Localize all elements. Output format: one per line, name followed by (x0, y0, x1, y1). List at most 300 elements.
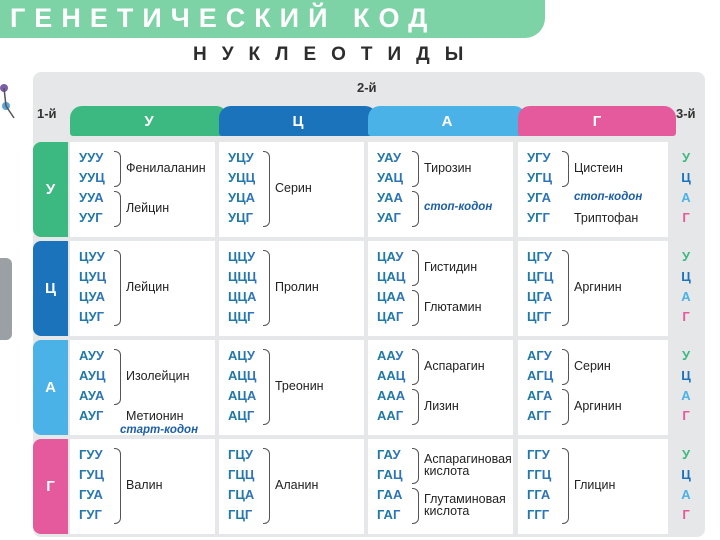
codon-prefix: АЦ (228, 368, 247, 383)
codon-signal-label: стоп-кодон (574, 191, 643, 203)
codon (527, 406, 553, 426)
codon-cell-g-c (219, 439, 364, 534)
codon (79, 287, 106, 307)
codon (228, 148, 255, 168)
codon (79, 148, 105, 168)
codon (527, 168, 552, 188)
codon (377, 505, 402, 525)
codon (527, 267, 553, 287)
codon-list (228, 445, 254, 525)
amino-acid-label: Аргинин (574, 399, 622, 413)
codon-bracket (114, 151, 121, 187)
codon (79, 346, 105, 366)
codon-prefix: АУ (79, 348, 96, 363)
codon (79, 445, 104, 465)
codon (228, 287, 257, 307)
amino-acid-label: Пролин (275, 280, 319, 294)
codon-third-base: У (542, 150, 551, 165)
codon (377, 168, 403, 188)
genetic-code-table (33, 72, 705, 537)
codon-bracket (412, 151, 419, 187)
codon (228, 188, 255, 208)
codon-bracket (562, 389, 569, 425)
codon-prefix: УА (377, 170, 394, 185)
codon (228, 307, 257, 327)
codon-prefix: УУ (79, 190, 95, 205)
codon (79, 188, 105, 208)
codon-third-base: У (395, 249, 404, 264)
codon-bracket (562, 448, 569, 524)
amino-acid-label: Лейцин (126, 201, 170, 215)
codon (527, 287, 553, 307)
codon-bracket (412, 191, 419, 227)
codon-cell-g-a (368, 439, 513, 534)
codon-prefix: УГ (527, 170, 543, 185)
third-base-u: У (681, 447, 691, 462)
codon-list (377, 346, 405, 426)
codon-third-base: У (246, 348, 255, 363)
codon-third-base: А (540, 487, 551, 502)
codon (228, 445, 254, 465)
codon-third-base: Г (94, 507, 102, 522)
codon-third-base: Г (395, 408, 404, 423)
codon-prefix: ГА (377, 447, 393, 462)
codon (228, 386, 256, 406)
codon-third-base: Г (395, 309, 404, 324)
codon-prefix: АА (377, 408, 396, 423)
codon-prefix: ЦЦ (228, 269, 247, 284)
codon-third-base: У (245, 150, 254, 165)
codon-third-base: А (246, 388, 257, 403)
first-position-label: 1-й (37, 106, 57, 121)
codon-cell-c-c (219, 241, 364, 336)
codon-list (527, 148, 552, 228)
codon-prefix: АУ (79, 388, 96, 403)
amino-acid-label: Серин (275, 181, 312, 195)
third-base-c: Ц (681, 467, 691, 482)
codon-third-base: Ц (244, 467, 255, 482)
codon-third-base: А (93, 487, 103, 502)
codon-third-base: А (244, 487, 255, 502)
codon-third-base: У (393, 150, 402, 165)
codon-prefix: УУ (79, 150, 96, 165)
codon (79, 366, 105, 386)
codon-prefix: ГУ (79, 447, 95, 462)
amino-acid-label: Лейцин (126, 280, 170, 294)
molecule-icon (0, 78, 16, 128)
codon-signal-label: старт-кодон (120, 424, 199, 436)
codon (527, 307, 553, 327)
codon-bracket (562, 349, 569, 385)
codon (228, 267, 257, 287)
codon-bracket (412, 448, 419, 484)
amino-acid-label: Гистидин (424, 260, 478, 274)
third-base-u: У (681, 249, 691, 264)
codon-prefix: ЦА (377, 289, 396, 304)
codon (79, 485, 104, 505)
codon-third-base: Г (542, 210, 550, 225)
codon-cell-g-g (518, 439, 668, 534)
codon (527, 505, 551, 525)
codon (79, 247, 106, 267)
third-base-a: А (681, 289, 691, 304)
codon-third-base: Г (392, 507, 401, 522)
amino-acid-label: Валин (126, 478, 163, 492)
codon (377, 247, 405, 267)
codon-prefix: АА (377, 348, 396, 363)
codon-third-base: У (543, 348, 552, 363)
codon-third-base: А (395, 289, 406, 304)
codon (527, 445, 551, 465)
codon-third-base: А (247, 289, 257, 304)
codon-prefix: ГА (377, 467, 393, 482)
codon (527, 386, 553, 406)
codon-list (79, 346, 105, 426)
amino-acid-label: Аргинин (574, 280, 622, 294)
codon-third-base: А (94, 190, 104, 205)
codon-list (377, 445, 402, 525)
codon-third-base: Ц (246, 368, 257, 383)
codon-prefix: УУ (79, 210, 96, 225)
codon-prefix: ЦГ (527, 269, 544, 284)
codon-third-base: Ц (541, 467, 552, 482)
codon-bracket (114, 191, 121, 227)
third-base-a: А (681, 388, 691, 403)
codon-prefix: УА (377, 210, 394, 225)
side-tab (0, 258, 12, 340)
codon-cell-a-u (70, 340, 215, 435)
codon-prefix: ГГ (527, 507, 542, 522)
codon-signal-label: стоп-кодон (424, 201, 493, 213)
codon-prefix: УЦ (228, 210, 246, 225)
codon-third-base: А (245, 190, 255, 205)
codon-cell-c-a (368, 241, 513, 336)
codon-prefix: АА (377, 368, 396, 383)
amino-acid-label: Аспарагиновая (424, 452, 512, 466)
codon (527, 346, 553, 366)
codon-third-base: Ц (245, 170, 256, 185)
codon (377, 188, 403, 208)
codon-prefix: ГЦ (228, 507, 245, 522)
codon-bracket (263, 250, 270, 326)
codon-third-base: У (392, 447, 401, 462)
codon-third-base: Ц (95, 170, 105, 185)
codon-prefix: АГ (527, 408, 544, 423)
second-position-label: 2-й (357, 80, 377, 95)
third-base-u: У (681, 348, 691, 363)
codon-prefix: АЦ (228, 388, 247, 403)
codon (228, 247, 257, 267)
codon-prefix: АА (377, 388, 396, 403)
third-base-g: Г (682, 408, 690, 423)
codon-list (228, 148, 255, 228)
codon-third-base: Ц (395, 269, 406, 284)
codon-prefix: ГЦ (228, 447, 245, 462)
codon-third-base: Г (247, 309, 255, 324)
codon-prefix: ЦГ (527, 309, 544, 324)
second-base-header-c: Ц (219, 106, 377, 136)
codon-list (527, 346, 553, 426)
codon (228, 208, 255, 228)
codon (79, 386, 105, 406)
codon (527, 485, 551, 505)
codon-third-base: Ц (392, 467, 403, 482)
codon-prefix: УА (377, 150, 394, 165)
codon (228, 346, 256, 366)
codon (228, 406, 256, 426)
codon (377, 208, 403, 228)
codon-prefix: ГА (377, 487, 393, 502)
codon-third-base: Г (543, 309, 552, 324)
codon (228, 485, 254, 505)
codon-prefix: ЦЦ (228, 289, 247, 304)
page-subtitle: НУКЛЕОТИДЫ (193, 44, 479, 65)
codon-prefix: ГЦ (228, 487, 245, 502)
codon-third-base: У (95, 348, 105, 363)
amino-acid-label: Метионин (126, 409, 184, 423)
codon-prefix: АУ (79, 408, 96, 423)
codon (228, 168, 255, 188)
codon-third-base: Ц (247, 269, 257, 284)
codon (79, 465, 104, 485)
codon (527, 366, 553, 386)
codon-prefix: АЦ (228, 408, 247, 423)
codon-third-base: У (94, 447, 103, 462)
codon-cell-u-c (219, 142, 364, 237)
codon-bracket (263, 448, 270, 524)
codon-prefix: ГГ (527, 447, 542, 462)
codon-prefix: УА (377, 190, 394, 205)
codon-third-base: Ц (393, 170, 403, 185)
codon (377, 307, 405, 327)
third-position-label: 3-й (676, 106, 696, 121)
codon-third-base: Г (95, 210, 103, 225)
third-base-column (673, 247, 699, 327)
codon (79, 307, 106, 327)
codon-third-base: Ц (95, 368, 106, 383)
codon-bracket (114, 349, 121, 405)
third-base-c: Ц (681, 368, 691, 383)
codon-list (527, 247, 553, 327)
codon-third-base: А (543, 289, 553, 304)
codon-prefix: УГ (527, 150, 543, 165)
codon-third-base: Г (244, 507, 253, 522)
codon-bracket (562, 250, 569, 326)
codon (228, 366, 256, 386)
codon-list (79, 148, 105, 228)
codon-prefix: ЦГ (527, 249, 544, 264)
first-base-header-c: Ц (33, 241, 68, 336)
codon-bracket (114, 250, 121, 326)
second-base-header-g: Г (518, 106, 676, 136)
third-base-a: А (681, 487, 691, 502)
codon-third-base: Ц (542, 170, 552, 185)
codon (79, 406, 105, 426)
codon-third-base: Г (96, 309, 104, 324)
third-base-c: Ц (681, 170, 691, 185)
third-base-u: У (681, 150, 691, 165)
codon-third-base: У (244, 447, 253, 462)
codon-third-base: У (541, 447, 550, 462)
amino-acid-label: Треонин (275, 379, 324, 393)
amino-acid-label: Лизин (424, 399, 459, 413)
codon-third-base: Ц (94, 467, 104, 482)
page-title: ГЕНЕТИЧЕСКИЙ КОД (10, 3, 437, 33)
amino-acid-label: Глицин (574, 478, 616, 492)
codon-cell-g-u (70, 439, 215, 534)
codon-third-base: Г (541, 507, 550, 522)
codon-prefix: УУ (79, 170, 96, 185)
codon-third-base: А (395, 388, 406, 403)
codon-bracket (263, 349, 270, 425)
second-base-header-a: А (368, 106, 526, 136)
codon-third-base: Г (95, 408, 104, 423)
codon-third-base: А (542, 388, 553, 403)
codon-prefix: УГ (527, 190, 542, 205)
first-base-header-u: У (33, 142, 68, 237)
codon-bracket (114, 448, 121, 524)
codon (79, 208, 105, 228)
codon (527, 247, 553, 267)
third-base-c: Ц (681, 269, 691, 284)
codon-cell-c-g (518, 241, 668, 336)
codon-prefix: УЦ (228, 170, 246, 185)
codon-list (377, 247, 405, 327)
codon-prefix: ГГ (527, 467, 542, 482)
codon-third-base: А (95, 289, 105, 304)
codon-third-base: У (395, 348, 404, 363)
codon (79, 505, 104, 525)
second-base-header-u: У (70, 106, 228, 136)
codon (377, 267, 405, 287)
codon-prefix: ЦЦ (228, 249, 247, 264)
third-base-column (673, 148, 699, 228)
codon-prefix: ЦА (377, 249, 396, 264)
codon-prefix: ГГ (527, 487, 541, 502)
codon-prefix: ГУ (79, 487, 94, 502)
codon-third-base: У (247, 249, 256, 264)
codon-cell-u-u (70, 142, 215, 237)
third-base-column (673, 346, 699, 426)
codon-list (377, 148, 403, 228)
codon-prefix: АЦ (228, 348, 247, 363)
first-base-header-g: Г (33, 439, 68, 534)
first-base-header-a: А (33, 340, 68, 435)
amino-acid-label: Триптофан (574, 211, 639, 225)
codon-prefix: УЦ (228, 190, 246, 205)
codon-bracket (412, 250, 419, 286)
amino-acid-label: Глютамин (424, 300, 482, 314)
codon-prefix: АГ (527, 388, 543, 403)
codon-prefix: ЦУ (79, 249, 97, 264)
codon (527, 148, 552, 168)
codon (527, 208, 552, 228)
codon-bracket (412, 349, 419, 385)
codon-cell-a-g (518, 340, 668, 435)
codon-third-base: А (392, 487, 403, 502)
amino-acid-label: кислота (424, 504, 470, 518)
codon-third-base: Ц (543, 368, 554, 383)
third-base-g: Г (682, 210, 690, 225)
codon-third-base: У (543, 249, 552, 264)
codon-prefix: ЦУ (79, 309, 97, 324)
codon-prefix: ЦУ (79, 269, 97, 284)
codon-prefix: АУ (79, 368, 96, 383)
codon-prefix: ЦА (377, 269, 396, 284)
title-banner (0, 0, 545, 38)
codon-third-base: У (95, 150, 104, 165)
codon (79, 267, 106, 287)
codon (377, 485, 402, 505)
codon (228, 505, 254, 525)
amino-acid-label: Серин (574, 359, 611, 373)
codon-prefix: УГ (527, 210, 543, 225)
codon (527, 188, 552, 208)
codon-list (228, 346, 256, 426)
codon-prefix: АГ (527, 348, 544, 363)
amino-acid-label: Тирозин (424, 161, 472, 175)
amino-acid-label: Цистеин (574, 161, 623, 175)
codon (228, 465, 254, 485)
codon (377, 465, 402, 485)
codon-bracket (412, 290, 419, 326)
codon-prefix: ГЦ (228, 467, 245, 482)
codon-third-base: Г (393, 210, 401, 225)
codon-list (527, 445, 551, 525)
codon-prefix: ЦЦ (228, 309, 247, 324)
amino-acid-label: Аспарагин (424, 359, 485, 373)
third-base-g: Г (682, 507, 690, 522)
codon (377, 386, 405, 406)
amino-acid-label: Глутаминовая (424, 492, 506, 506)
codon-prefix: АГ (527, 368, 544, 383)
third-base-column (673, 445, 699, 525)
codon-third-base: Г (245, 210, 253, 225)
codon-third-base: А (541, 190, 552, 205)
codon-cell-c-u (70, 241, 215, 336)
codon-prefix: ЦУ (79, 289, 96, 304)
codon-list (79, 247, 106, 327)
codon-cell-a-a (368, 340, 513, 435)
codon-third-base: Ц (395, 368, 406, 383)
codon (79, 168, 105, 188)
amino-acid-label: кислота (424, 464, 470, 478)
codon-list (228, 247, 257, 327)
amino-acid-label: Фенилаланин (126, 161, 206, 175)
amino-acid-label: Изолейцин (126, 369, 190, 383)
codon (377, 366, 405, 386)
codon-prefix: ЦГ (527, 289, 544, 304)
codon-third-base: Г (543, 408, 552, 423)
codon-prefix: ЦА (377, 309, 396, 324)
codon-cell-u-g (518, 142, 668, 237)
codon-third-base: А (393, 190, 403, 205)
codon-third-base: Ц (543, 269, 554, 284)
codon-third-base: У (96, 249, 105, 264)
codon-bracket (412, 488, 419, 524)
codon (377, 445, 402, 465)
codon-third-base: Г (246, 408, 255, 423)
codon-bracket (263, 151, 270, 227)
codon-third-base: Ц (96, 269, 107, 284)
codon (377, 287, 405, 307)
codon-cell-a-c (219, 340, 364, 435)
codon (377, 148, 403, 168)
codon-third-base: А (95, 388, 105, 403)
third-base-g: Г (682, 309, 690, 324)
codon (377, 346, 405, 366)
codon (527, 465, 551, 485)
